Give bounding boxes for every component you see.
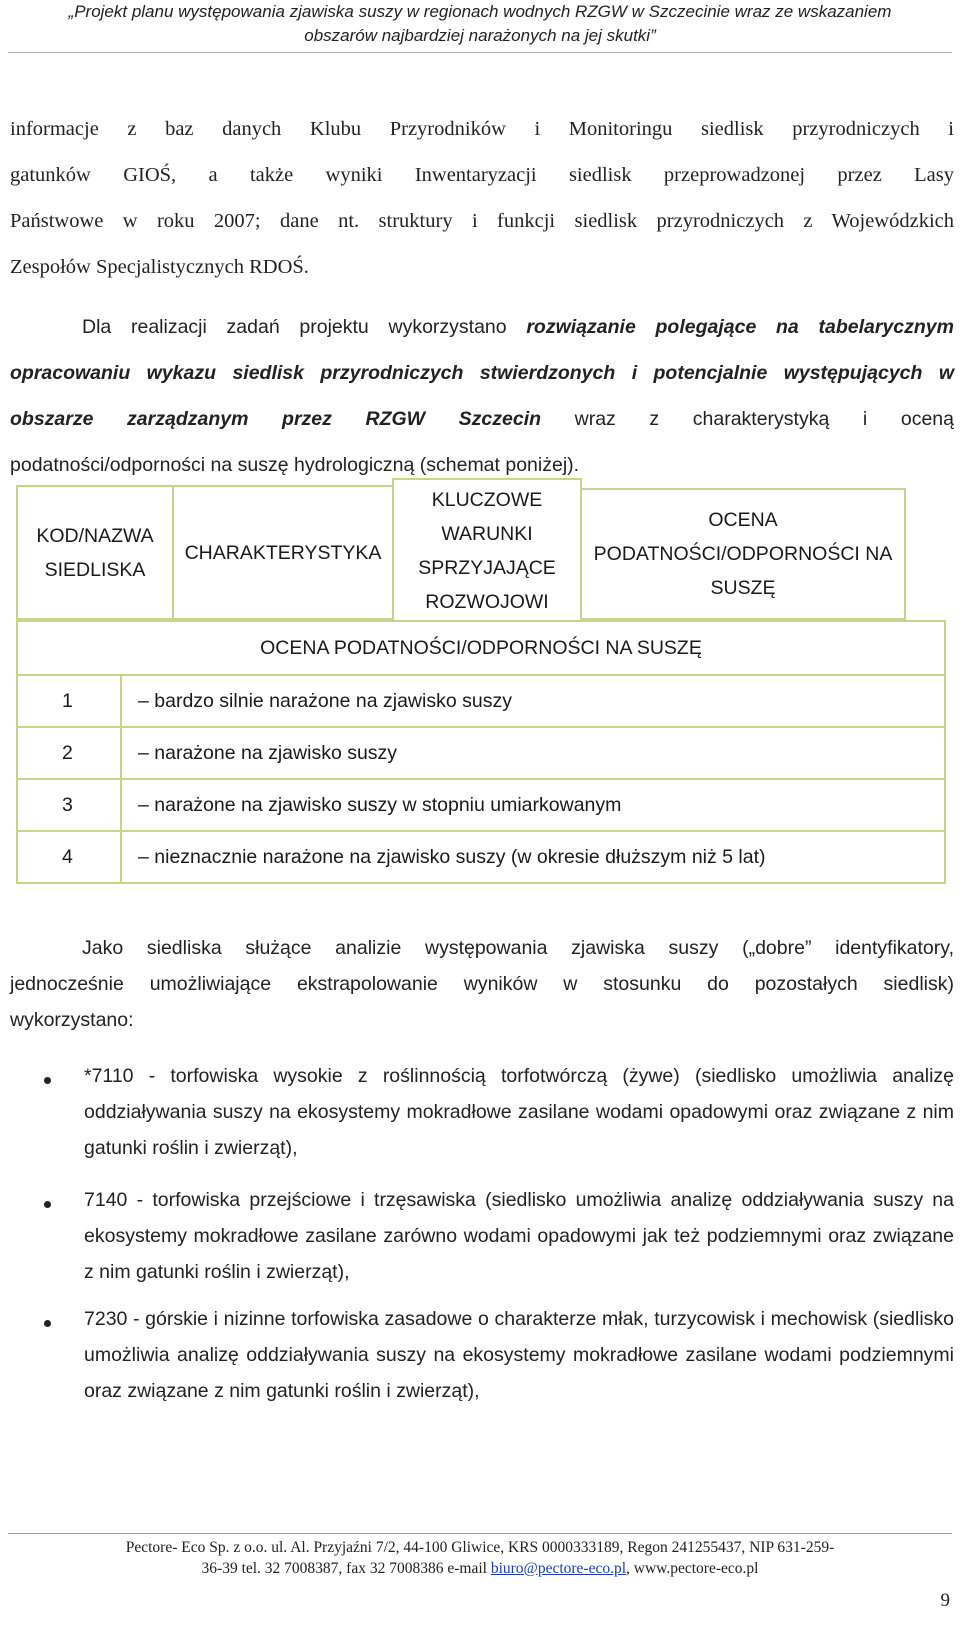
rating-description: – nieznacznie narażone na zjawisko suszy (w okresie dłuższym niż 5 lat) <box>138 845 766 868</box>
paragraph-line: wykorzystano: <box>10 1009 134 1031</box>
header-divider <box>8 52 952 53</box>
emphasis-text: obszarze zarządzanym przez RZGW Szczecin <box>10 408 542 430</box>
rating-number: 1 <box>18 676 122 726</box>
list-item-text: *7110 - torfowiska wysokie z roślinnością torfotwórczą (żywe) (siedlisko umożliwia analizę oddziaływania suszy na ekosystemy mokradłowe zasilane wodami opadowymi oraz związane z nim gatunki roślin i zwierząt), <box>84 1065 954 1159</box>
rating-row <box>16 780 946 832</box>
schema-col-drought-rating <box>580 488 906 620</box>
emphasis-text: rozwiązanie polegające na tabelarycznym <box>526 316 954 338</box>
rating-row <box>16 676 946 728</box>
rating-description: – narażone na zjawisko suszy <box>138 741 398 764</box>
paragraph-text: Jako siedliska służące analizie występowania zjawiska suszy („dobre” identyfikatory, <box>82 937 954 959</box>
header-line-1: „Projekt planu występowania zjawiska suszy w regionach wodnych RZGW w Szczecinie wraz ze wskazaniem <box>68 2 892 21</box>
footer <box>0 1537 960 1579</box>
paragraph-solution <box>10 304 954 488</box>
paragraph-intro: Dla realizacji zadań projektu wykorzystano <box>82 316 527 338</box>
paragraph-line: podatności/odporności na suszę hydrologiczną (schemat poniżej). <box>10 454 580 476</box>
rating-scale-title-text: OCENA PODATNOŚCI/ODPORNOŚCI NA SUSZĘ <box>260 637 702 659</box>
schema-col-label: KLUCZOWE WARUNKI SPRZYJAJĄCE ROZWOJOWI <box>418 488 556 613</box>
schema-col-label: CHARAKTERYSTYKA <box>184 541 382 564</box>
paragraph-line <box>10 930 954 966</box>
emphasis-text: opracowaniu wykazu siedlisk przyrodniczych stwierdzonych i potencjalnie występujących w <box>10 362 954 384</box>
rating-number: 4 <box>18 832 122 882</box>
bullet-icon <box>44 1077 51 1084</box>
footer-divider <box>8 1533 952 1534</box>
running-header <box>0 0 960 48</box>
rating-number: 2 <box>18 728 122 778</box>
schema-col-label: OCENA PODATNOŚCI/ODPORNOŚCI NA SUSZĘ <box>593 509 893 599</box>
paragraph-habitats-intro <box>10 930 954 1038</box>
rating-number: 3 <box>18 780 122 830</box>
paragraph-line: jednocześnie umożliwiające ekstrapolowanie wyników w stosunku do pozostałych siedlisk) <box>10 973 954 995</box>
header-line-2: obszarów najbardziej narażonych na jej skutki” <box>304 26 656 45</box>
paragraph-line <box>10 396 954 442</box>
rating-row <box>16 832 946 884</box>
schema-col-habitat-code <box>16 485 174 620</box>
bullet-icon <box>44 1320 51 1327</box>
paragraph-line: Zespołów Specjalistycznych RDOŚ. <box>10 256 309 278</box>
schema-col-label: KOD/NAZWA SIEDLISKA <box>36 524 154 581</box>
paragraph-line: informacje z baz danych Klubu Przyrodników i Monitoringu siedlisk przyrodniczych i <box>10 118 954 140</box>
footer-website: , www.pectore-eco.pl <box>626 1560 759 1577</box>
paragraph-line: gatunków GIOŚ, a także wyniki Inwentaryzacji siedlisk przeprowadzonej przez Lasy <box>10 164 954 186</box>
rating-description: – bardzo silnie narażone na zjawisko suszy <box>138 689 512 712</box>
rating-scale-title <box>16 620 946 676</box>
paragraph-line <box>10 304 954 350</box>
paragraph-text: wraz z charakterystyką i oceną <box>541 408 954 430</box>
list-item-text: 7140 - torfowiska przejściowe i trzęsawiska (siedlisko umożliwia analizę oddziaływania suszy na ekosystemy mokradłowe zasilane zarówno wodami opadowymi jak też podziemnymi oraz związane z nim gatunki roślin i zwierząt), <box>84 1189 954 1283</box>
paragraph-sources <box>10 106 954 290</box>
schema-col-key-conditions <box>392 478 582 623</box>
schema-col-characteristics <box>172 485 394 620</box>
list-item-text: 7230 - górskie i nizinne torfowiska zasadowe o charakterze młak, turzycowisk i mechowisk (siedlisko umożliwia analizę oddziaływania suszy na ekosystemy mokradłowe zasilane wodami podziemnymi oraz związane z nim gatunki roślin i zwierząt), <box>84 1308 954 1402</box>
email-link[interactable]: biuro@pectore-eco.pl <box>490 1560 627 1577</box>
footer-line-2 <box>0 1558 960 1579</box>
page-number: 9 <box>940 1590 950 1611</box>
rating-description: – narażone na zjawisko suszy w stopniu umiarkowanym <box>138 793 622 816</box>
footer-line-1: Pectore- Eco Sp. z o.o. ul. Al. Przyjaźni 7/2, 44-100 Gliwice, KRS 0000333189, Regon 241255437, NIP 631-259- <box>125 1539 835 1556</box>
paragraph-line: Państwowe w roku 2007; dane nt. struktury i funkcji siedlisk przyrodniczych z Wojewódzkich <box>10 210 954 232</box>
footer-contact: 36-39 tel. 32 7008387, fax 32 7008386 e-mail <box>201 1560 491 1577</box>
rating-row <box>16 728 946 780</box>
bullet-icon <box>44 1201 51 1208</box>
